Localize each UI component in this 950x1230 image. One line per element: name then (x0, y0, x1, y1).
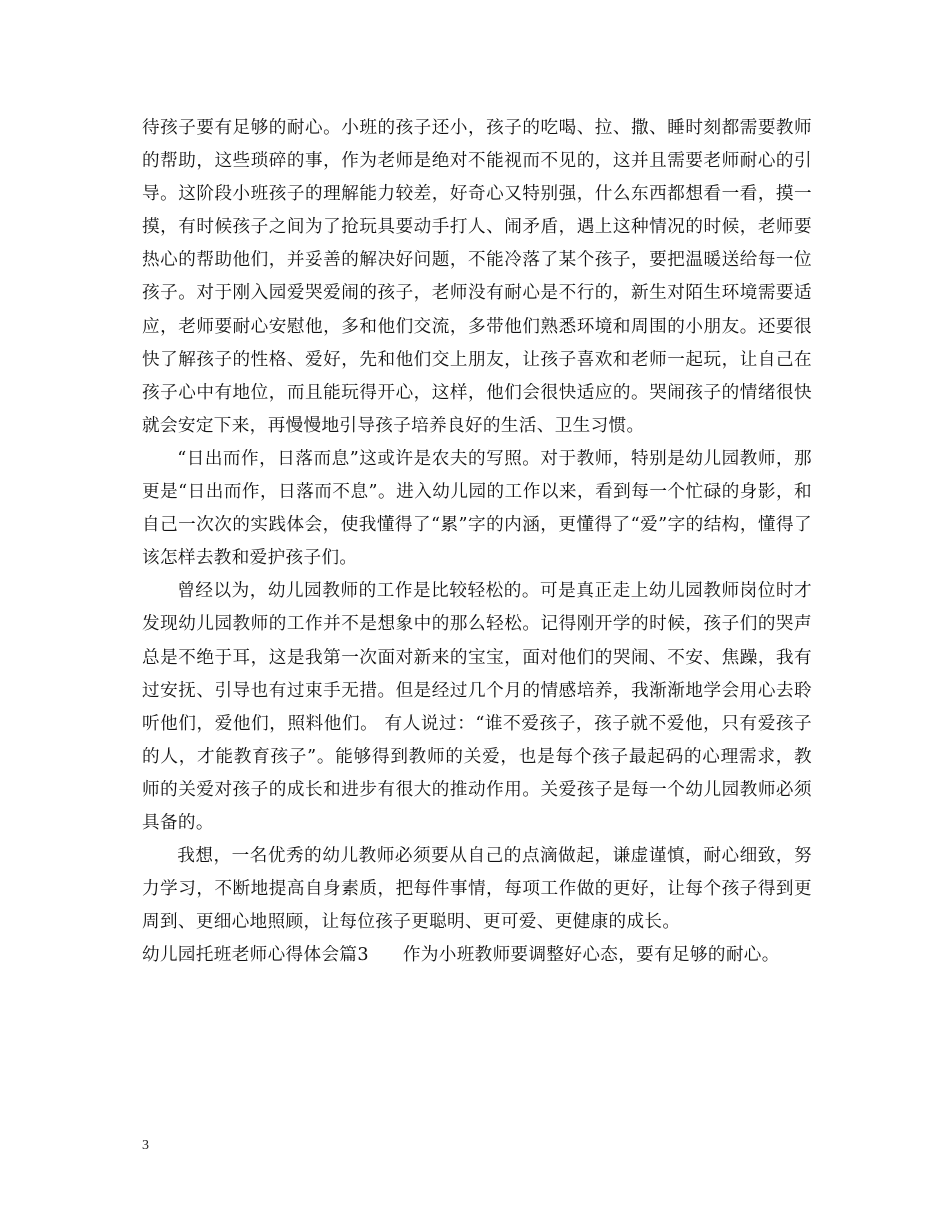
paragraph-3: 曾经以为，幼儿园教师的工作是比较轻松的。可是真正走上幼儿园教师岗位时才发现幼儿园教师的工作并不是想象中的那么轻松。记得刚开学的时候，孩子们的哭声总是不绝于耳，这是我第一次面对新来的宝宝，面对他们的哭闹、不安、焦躁，我有过安抚、引导也有过束手无措。但是经过几个月的情感培养，我渐渐地学会用心去聆听他们，爱他们，照料他们。 有人说过：“谁不爱孩子，孩子就不爱他，只有爱孩子的人，才能教育孩子”。能够得到教师的关爱，也是每个孩子最起码的心理需求，教师的关爱对孩子的成长和进步有很大的推动作用。关爱孩子是每一个幼儿园教师必须具备的。 (142, 581, 812, 833)
paragraph-1: 待孩子要有足够的耐心。小班的孩子还小，孩子的吃喝、拉、撒、睡时刻都需要教师的帮助，这些琐碎的事，作为老师是绝对不能视而不见的，这并且需要老师耐心的引导。这阶段小班孩子的理解能力较差，好奇心又特别强，什么东西都想看一看，摸一摸，有时候孩子之间为了抢玩具要动手打人、闹矛盾，遇上这种情况的时候，老师要热心的帮助他们，并妥善的解决好问题，不能冷落了某个孩子，要把温暖送给每一位孩子。对于刚入园爱哭爱闹的孩子，老师没有耐心是不行的，新生对陌生环境需要适应，老师要耐心安慰他，多和他们交流，多带他们熟悉环境和周围的小朋友。还要很快了解孩子的性格、爱好，先和他们交上朋友，让孩子喜欢和老师一起玩，让自己在孩子心中有地位，而且能玩得开心，这样，他们会很快适应的。哭闹孩子的情绪很快就会安定下来，再慢慢地引导孩子培养良好的生活、卫生习惯。 (142, 118, 812, 436)
section-heading: 幼儿园托班老师心得体会篇3 (142, 945, 369, 966)
section-line (142, 939, 812, 972)
section-first-sentence: 作为小班教师要调整好心态，要有足够的耐心。 (402, 945, 780, 966)
paragraph-4: 我想，一名优秀的幼儿教师必须要从自己的点滴做起，谦虚谨慎，耐心细致，努力学习，不断地提高自身素质，把每件事情，每项工作做的更好，让每个孩子得到更周到、更细心地照顾，让每位孩子更聪明、更可爱、更健康的成长。 (142, 846, 812, 933)
document-body (142, 112, 812, 972)
page-number: 3 (142, 1138, 149, 1153)
paragraph-2: “日出而作，日落而息”这或许是农夫的写照。对于教师，特别是幼儿园教师，那更是“日出而作，日落而不息”。进入幼儿园的工作以来，看到每一个忙碌的身影，和自己一次次的实践体会，使我懂得了“累”字的内涵，更懂得了“爱”字的结构，懂得了该怎样去教和爱护孩子们。 (142, 448, 812, 569)
